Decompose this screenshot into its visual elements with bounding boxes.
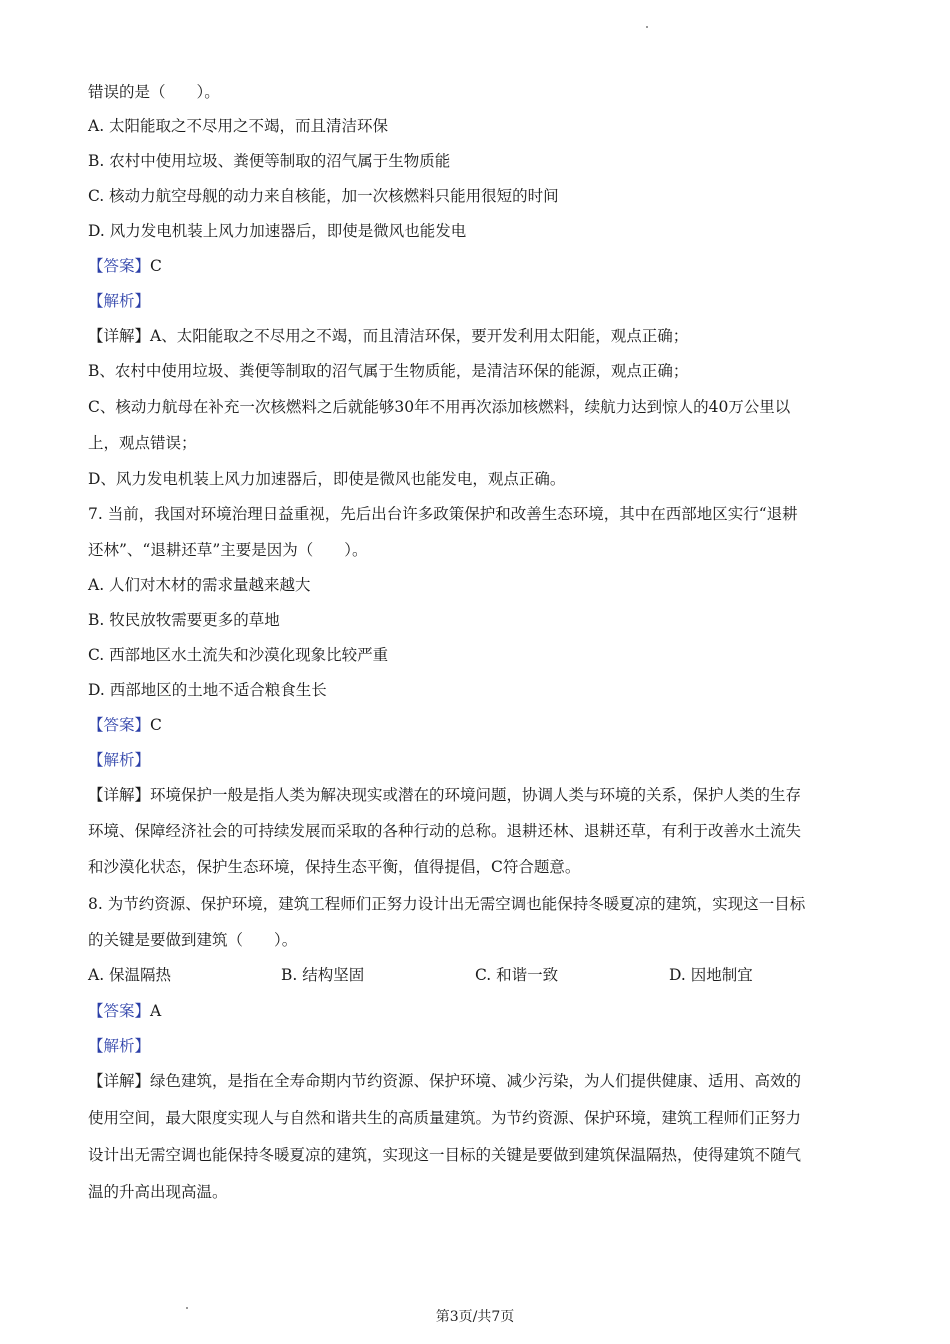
q6-analysis (88, 290, 880, 312)
q6-detail-line: D、风力发电机装上风力加速器后，即使是微风也能发电，观点正确。 (88, 470, 566, 488)
q8-option-c: C. 和谐一致 (475, 966, 559, 984)
scan-speck (646, 26, 648, 28)
analysis-tag: 【解析】 (88, 751, 151, 769)
q7-option-a: A. 人们对木材的需求量越来越大 (88, 576, 311, 594)
analysis-tag: 【解析】 (88, 292, 151, 310)
q6-option-d: D. 风力发电机装上风力加速器后，即使是微风也能发电 (88, 222, 467, 240)
q6-detail-line: C、核动力航母在补充一次核燃料之后就能够30年不用再次添加核燃料，续航力达到惊人的40万公里以 (88, 398, 791, 416)
q6-detail-line: B、农村中使用垃圾、粪便等制取的沼气属于生物质能，是清洁环保的能源，观点正确； (88, 362, 689, 380)
detail-tag: 【详解】 (88, 1072, 151, 1090)
q6-stem-end: 错误的是（ ）。 (88, 83, 220, 101)
answer-tag: 【答案】 (88, 716, 151, 734)
q8-option-b: B. 结构坚固 (281, 966, 365, 984)
detail-tag: 【详解】 (88, 327, 151, 345)
q7-detail-line: 和沙漠化状态，保护生态环境，保持生态平衡，值得提倡，C符合题意。 (88, 858, 581, 876)
answer-tag: 【答案】 (88, 1002, 151, 1020)
detail-text: 环境保护一般是指人类为解决现实或潜在的环境问题，协调人类与环境的关系，保护人类的生存 (150, 786, 802, 804)
q7-detail-line: 环境、保障经济社会的可持续发展而采取的各种行动的总称。退耕还林、退耕还草，有利于改善水土流失 (88, 822, 802, 840)
q8-stem: 8. 为节约资源、保护环境，建筑工程师们正努力设计出无需空调也能保持冬暖夏凉的建筑，实现这一目标 (88, 895, 806, 913)
q8-detail-line (88, 1070, 880, 1092)
q6-option-b: B. 农村中使用垃圾、粪便等制取的沼气属于生物质能 (88, 152, 451, 170)
q8-stem: 的关键是要做到建筑（ ）。 (88, 931, 298, 949)
q7-analysis (88, 749, 880, 771)
q7-answer (88, 714, 880, 736)
q7-option-b: B. 牧民放牧需要更多的草地 (88, 611, 280, 629)
q7-stem: 7. 当前，我国对环境治理日益重视，先后出台许多政策保护和改善生态环境，其中在西部地区实行“退耕 (88, 505, 798, 523)
q8-detail-line: 使用空间，最大限度实现人与自然和谐共生的高质量建筑。为节约资源、保护环境，建筑工程师们正努力 (88, 1109, 802, 1127)
q8-option-a: A. 保温隔热 (88, 966, 172, 984)
q7-option-c: C. 西部地区水土流失和沙漠化现象比较严重 (88, 646, 389, 664)
q6-option-c: C. 核动力航空母舰的动力来自核能，加一次核燃料只能用很短的时间 (88, 187, 559, 205)
q6-option-a: A. 太阳能取之不尽用之不竭，而且清洁环保 (88, 117, 389, 135)
q7-option-d: D. 西部地区的土地不适合粮食生长 (88, 681, 327, 699)
q6-detail-line: 上，观点错误； (88, 434, 197, 452)
q8-detail-line: 温的升高出现高温。 (88, 1183, 228, 1201)
detail-tag: 【详解】 (88, 786, 151, 804)
answer-value: C (150, 257, 162, 275)
q8-analysis (88, 1035, 880, 1057)
q7-detail-line (88, 784, 880, 806)
q8-option-d: D. 因地制宜 (669, 966, 753, 984)
q6-detail-line (88, 325, 880, 347)
answer-value: A (150, 1002, 162, 1020)
q6-answer (88, 255, 880, 277)
answer-tag: 【答案】 (88, 257, 151, 275)
q8-options-row (88, 964, 880, 986)
page-number: 第3页/共7页 (435, 1309, 515, 1325)
analysis-tag: 【解析】 (88, 1037, 151, 1055)
answer-value: C (150, 716, 162, 734)
detail-text: A、太阳能取之不尽用之不竭，而且清洁环保，要开发利用太阳能，观点正确； (150, 327, 689, 345)
q8-detail-line: 设计出无需空调也能保持冬暖夏凉的建筑，实现这一目标的关键是要做到建筑保温隔热，使得建筑不随气 (88, 1146, 802, 1164)
q7-stem: 还林”、“退耕还草”主要是因为（ ）。 (88, 541, 368, 559)
detail-text: 绿色建筑，是指在全寿命期内节约资源、保护环境、减少污染，为人们提供健康、适用、高效的 (150, 1072, 802, 1090)
q8-answer (88, 1000, 880, 1022)
